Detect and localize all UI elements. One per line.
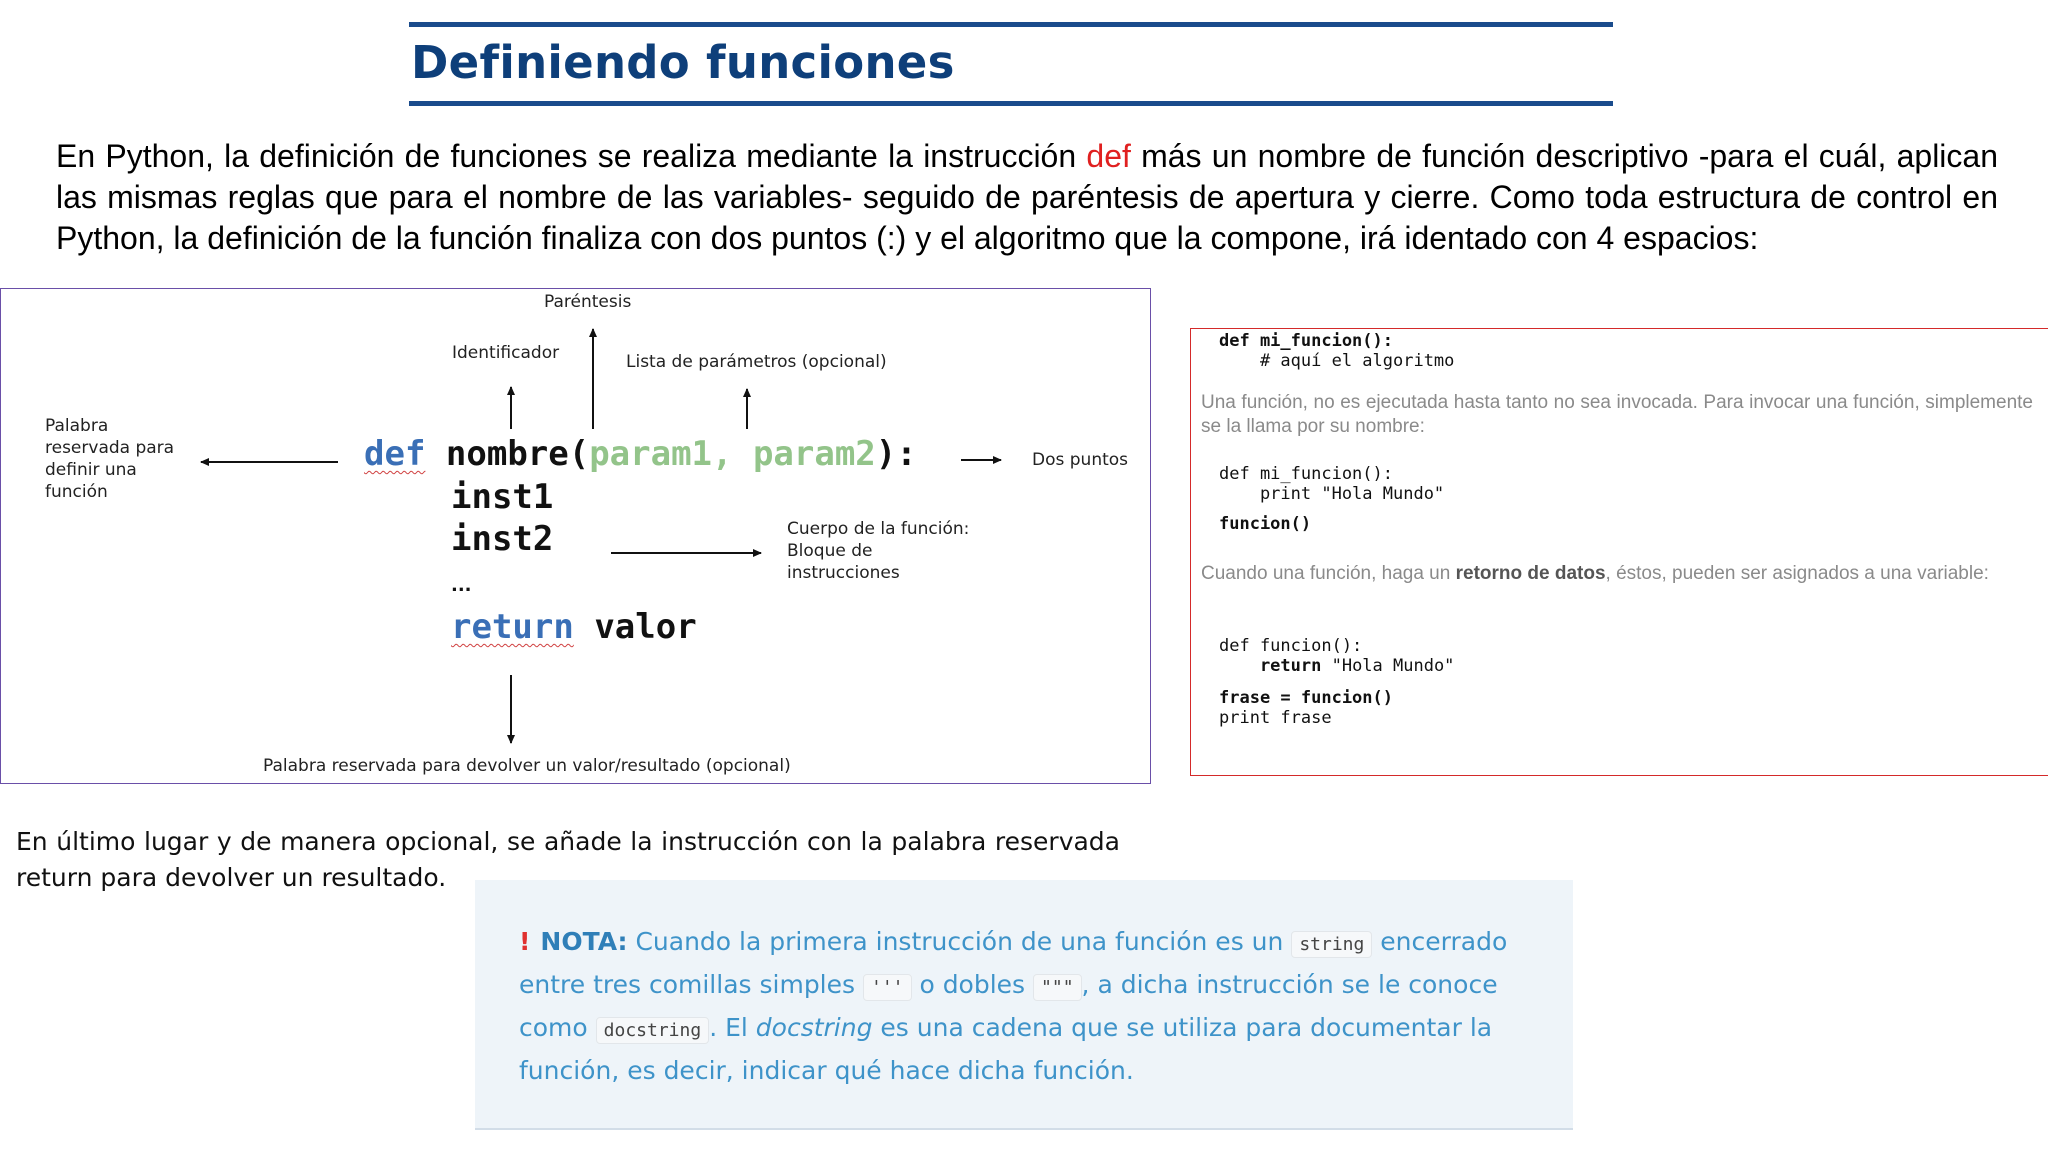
exclamation-icon: ! — [519, 927, 531, 956]
code-single-quotes: ''' — [863, 974, 912, 1001]
note-label: NOTA: — [540, 927, 628, 956]
bottom-paragraph: En último lugar y de manera opcional, se añade la instrucción con la palabra reservada return para devolver un resultado. — [16, 827, 1120, 892]
note-text: ! NOTA: Cuando la primera instrucción de una función es un string encerrado entre tres comillas simples ''' o dobles """ , a dicha instrucción se le conoce como docstring . El docstring es una cadena que se utiliza para documentar la función, es decir, indicar qué hace dicha función. — [519, 927, 1508, 1085]
code-docstring: docstring — [596, 1017, 710, 1044]
code1-comment: # aquí el algoritmo — [1219, 351, 1455, 371]
code-example-panel — [1190, 328, 2048, 776]
diagram-code-signature — [364, 434, 917, 474]
label-palabra-reservada: Palabra reservada para definir una función — [45, 416, 175, 502]
docstring-term: docstring — [755, 1013, 873, 1042]
intro-paragraph — [56, 136, 1998, 259]
code-close-paren: ): — [875, 434, 917, 474]
code-def-keyword: def — [364, 434, 426, 474]
code2-line1: def mi_funcion(): — [1219, 464, 1393, 484]
label-parametros: Lista de parámetros (opcional) — [626, 352, 887, 372]
code3-print: print frase — [1219, 708, 1332, 728]
label-dos-puntos: Dos puntos — [1032, 450, 1129, 470]
panel-text-return: Cuando una función, haga un retorno de datos, éstos, pueden ser asignados a una variable: — [1201, 563, 1989, 584]
code1-signature: def mi_funcion(): — [1219, 331, 1393, 351]
diagram-arrows — [1, 289, 1152, 785]
code2-call: funcion() — [1219, 514, 1312, 534]
label-parentesis: Paréntesis — [544, 292, 632, 312]
code-return-line — [451, 607, 697, 647]
label-cuerpo: Cuerpo de la función: Bloque de instrucciones — [787, 519, 970, 583]
intro-text-start: En Python, la definición de funciones se realiza mediante la instrucción — [56, 138, 1087, 174]
code-string: string — [1291, 931, 1372, 958]
code-double-quotes: """ — [1033, 974, 1082, 1001]
code3-line1: def funcion(): — [1219, 636, 1363, 656]
code3-return: return "Hola Mundo" — [1219, 656, 1455, 676]
code-return-keyword: return — [451, 607, 574, 647]
code-return-value: valor — [594, 607, 697, 647]
label-return-note: Palabra reservada para devolver un valor/resultado (opcional) — [263, 756, 791, 776]
code-params: param1, param2 — [589, 434, 876, 474]
title-rule-top — [409, 22, 1613, 27]
page-title: Definiendo funciones — [411, 36, 955, 89]
intro-def-keyword: def — [1086, 138, 1131, 174]
note-box — [475, 880, 1573, 1130]
function-anatomy-diagram — [0, 288, 1151, 784]
title-rule-bottom — [409, 101, 1613, 106]
panel-text-invoke: Una función, no es ejecutada hasta tanto no sea invocada. Para invocar una función, simplemente se la llama por su nombre: — [1201, 392, 2033, 437]
intro-text-end: más un nombre de función descriptivo -para el cuál, aplican las mismas reglas que para el nombre de las variables- seguido de paréntesis de apertura y cierre. Como toda estructura de control en Python, la definición de la función finaliza con dos puntos (:) y el algoritmo que la compone, irá identado con 4 espacios: — [56, 138, 1999, 256]
code-inst1: inst1 — [451, 477, 554, 517]
code-function-name: nombre( — [445, 434, 590, 474]
code-inst2: inst2 — [451, 519, 554, 559]
code2-line2: print "Hola Mundo" — [1219, 484, 1445, 504]
label-identificador: Identificador — [452, 343, 560, 363]
code-ellipsis: ... — [451, 575, 472, 596]
code3-assign: frase = funcion() — [1219, 688, 1393, 708]
